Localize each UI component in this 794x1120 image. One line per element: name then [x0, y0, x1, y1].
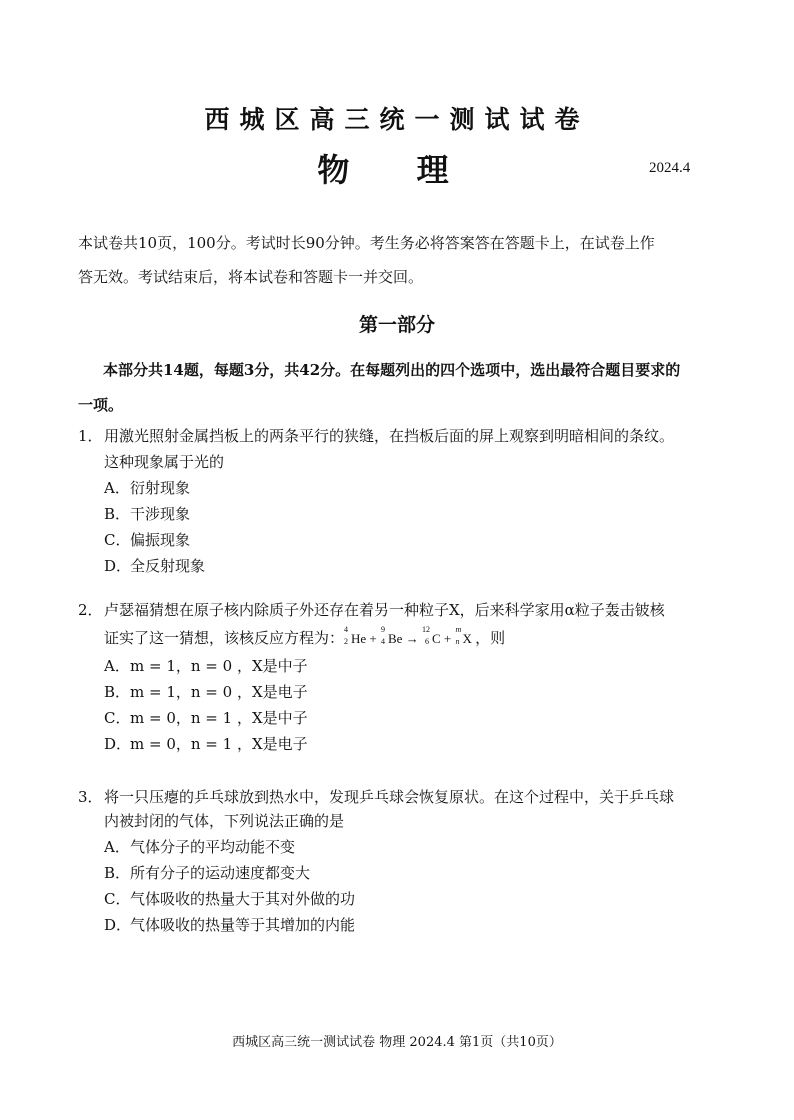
question-1-option-a: A．衍射现象	[104, 479, 191, 497]
subject-title: 物 理	[317, 151, 477, 189]
question-2-stem-line-1: 卢瑟福猜想在原子核内除质子外还存在着另一种粒子X，后来科学家用α粒子轰击铍核	[104, 601, 665, 619]
page-footer: 西城区高三统一测试试卷 物理 2024.4 第1页（共10页）	[232, 1035, 562, 1050]
question-1-stem-line-2: 这种现象属于光的	[104, 453, 225, 471]
exam-title: 西城区高三统一测试试卷	[204, 105, 590, 134]
question-1-option-b: B．干涉现象	[104, 505, 191, 523]
question-2-option-c: C．m = 0，n = 1 ，X是中子	[104, 709, 308, 727]
nuclear-reaction-equation: 4 2 He + 9 4 Be → 12 6 C + m n X ，则	[344, 625, 506, 647]
section-desc-line-2: 一项。	[78, 396, 124, 414]
intro-line-1: 本试卷共10页，100分。考试时长90分钟。考生务必将答案答在答题卡上，在试卷上作	[78, 234, 655, 252]
question-2-option-a: A．m = 1，n = 0 ，X是中子	[104, 657, 308, 675]
question-1-number: 1．	[78, 427, 103, 445]
question-2-option-b: B．m = 1，n = 0 ，X是电子	[104, 683, 308, 701]
exam-date: 2024.4	[649, 160, 691, 176]
section-desc-line-1: 本部分共14题，每题3分，共42分。在每题列出的四个选项中，选出最符合题目要求的	[103, 361, 681, 379]
question-3-option-b: B．所有分子的运动速度都变大	[104, 864, 311, 882]
intro-line-2: 答无效。考试结束后，将本试卷和答题卡一并交回。	[78, 268, 424, 286]
question-2-option-d: D．m = 0，n = 1 ，X是电子	[104, 735, 308, 753]
question-1-option-c: C．偏振现象	[104, 531, 191, 549]
question-1-option-d: D．全反射现象	[104, 557, 206, 575]
question-3-stem-line-1: 将一只压瘪的乒乓球放到热水中，发现乒乓球会恢复原状。在这个过程中，关于乒乓球	[104, 788, 675, 806]
question-3-option-c: C．气体吸收的热量大于其对外做的功	[104, 890, 356, 908]
section-title: 第一部分	[358, 314, 435, 336]
question-2-stem-line-2: 证实了这一猜想，该核反应方程为：	[104, 629, 345, 647]
question-2-number: 2．	[78, 601, 103, 619]
question-3-option-d: D．气体吸收的热量等于其增加的内能	[104, 916, 356, 934]
question-3-option-a: A．气体分子的平均动能不变	[104, 838, 296, 856]
question-3-number: 3．	[78, 788, 103, 806]
question-1-stem-line-1: 用激光照射金属挡板上的两条平行的狭缝，在挡板后面的屏上观察到明暗相间的条纹。	[104, 427, 675, 445]
question-3-stem-line-2: 内被封闭的气体，下列说法正确的是	[104, 812, 345, 830]
